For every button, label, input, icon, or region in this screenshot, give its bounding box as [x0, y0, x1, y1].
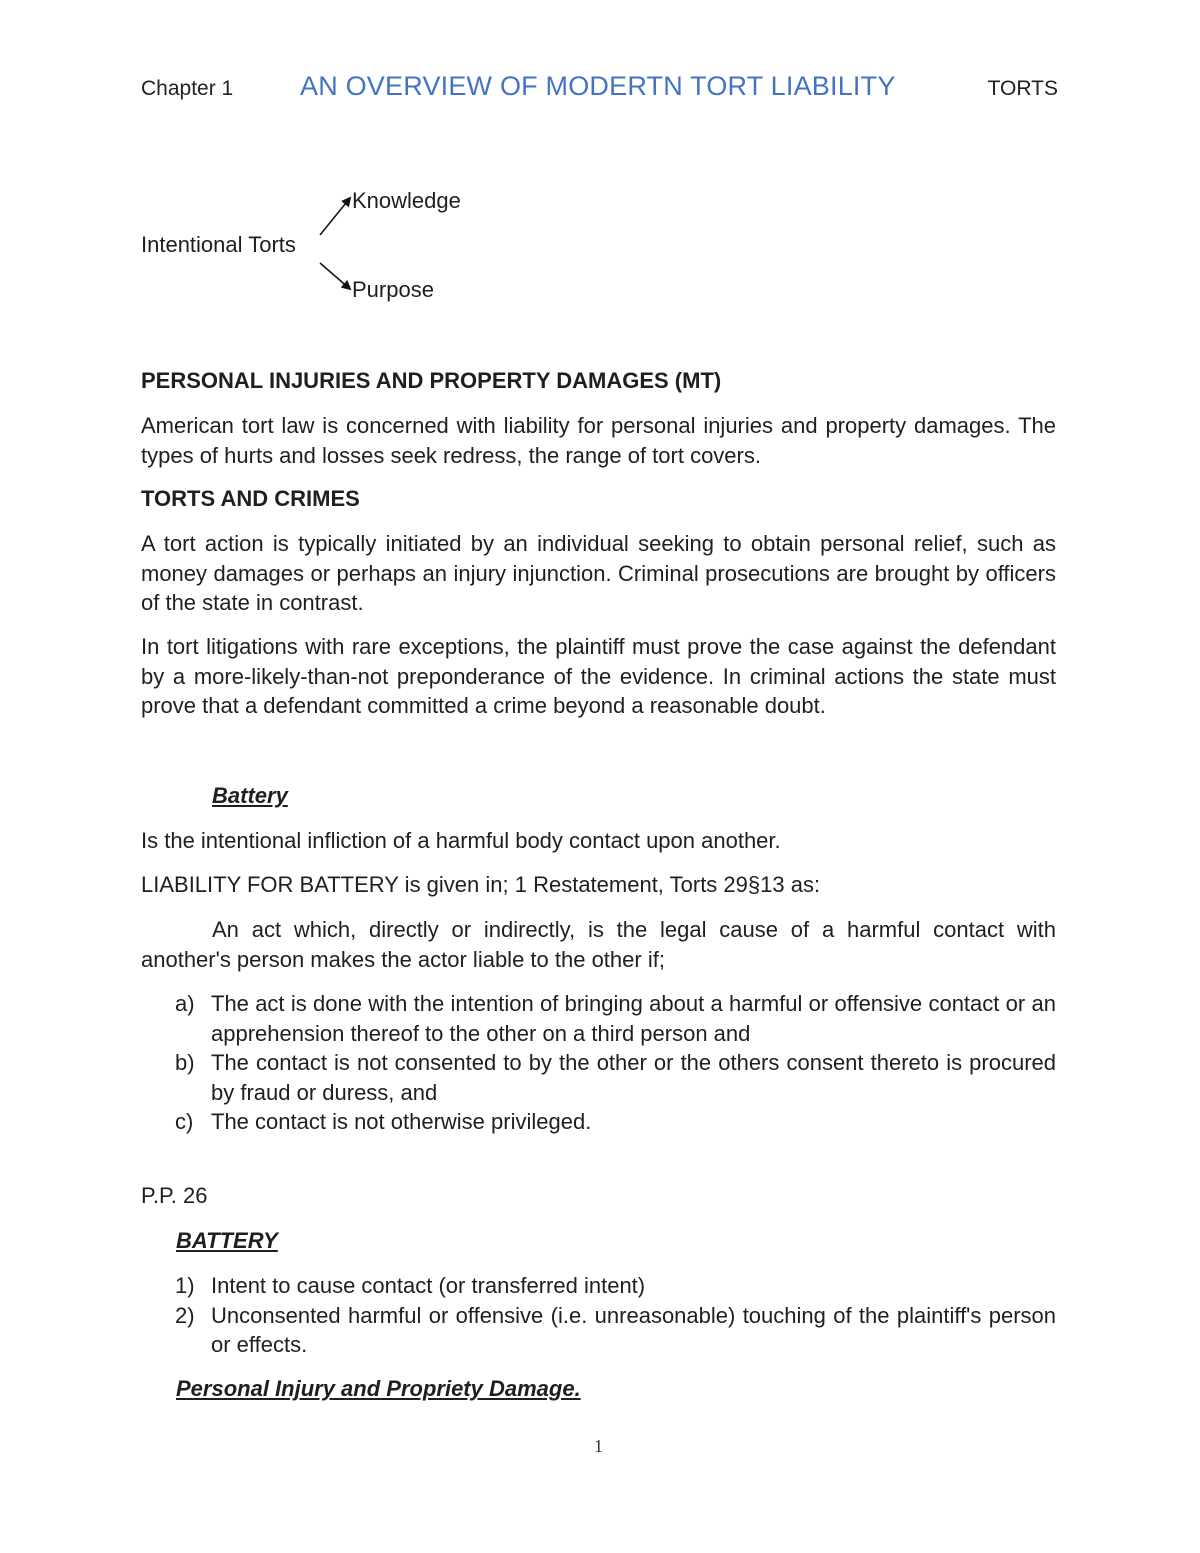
list-marker: a)	[175, 991, 195, 1016]
chapter-label: Chapter 1	[141, 77, 234, 100]
list-item-text: Intent to cause contact (or transferred intent)	[211, 1273, 646, 1298]
diagram-arrows	[300, 180, 380, 310]
list-item-text: The contact is not otherwise privileged.	[211, 1109, 592, 1134]
elements-list	[141, 1271, 1056, 1360]
list-item	[141, 1301, 1056, 1360]
diagram-branch-knowledge: Knowledge	[352, 188, 461, 213]
page-number: 1	[594, 1436, 603, 1456]
heading-personal-injuries: PERSONAL INJURIES AND PROPERTY DAMAGES (MT)	[141, 368, 722, 393]
heading-personal-injury-damage: Personal Injury and Propriety Damage.	[176, 1376, 581, 1401]
arrow-to-knowledge	[320, 198, 350, 235]
list-marker: 2)	[175, 1302, 195, 1328]
heading-battery-elements: BATTERY	[176, 1228, 278, 1253]
liability-line: LIABILITY FOR BATTERY is given in; 1 Restatement, Torts 29§13 as:	[141, 872, 821, 897]
para-personal-injuries: American tort law is concerned with liability for personal injuries and property damages. The types of hurts and losses seek redress, the range of tort covers.	[141, 413, 1056, 468]
list-marker: c)	[175, 1109, 194, 1134]
subject-label: TORTS	[987, 77, 1058, 100]
page-reference: P.P. 26	[141, 1183, 208, 1208]
list-item-text: The contact is not consented to by the other or the others consent thereto is procured by fraud or duress, and	[211, 1050, 1056, 1105]
list-item	[141, 1107, 1056, 1137]
list-item	[141, 1271, 1056, 1301]
battery-definition: Is the intentional infliction of a harmful body contact upon another.	[141, 828, 781, 853]
list-item	[141, 989, 1056, 1048]
list-item-text: Unconsented harmful or offensive (i.e. unreasonable) touching of the plaintiff's person or effects.	[211, 1302, 1056, 1357]
list-marker: b)	[175, 1050, 195, 1075]
list-item-text: The act is done with the intention of bringing about a harmful or offensive contact or an apprehension thereof to the other on a third person and	[211, 991, 1056, 1046]
para-torts-crimes-2: In tort litigations with rare exceptions, the plaintiff must prove the case against the defendant by a more-likely-than-not preponderance of the evidence. In criminal actions the state must prove that a defendant committed a crime beyond a reasonable doubt.	[141, 634, 1056, 718]
conditions-list	[141, 989, 1056, 1137]
chapter-title: AN OVERVIEW OF MODERTN TORT LIABILITY	[300, 71, 896, 101]
arrow-to-purpose	[320, 263, 350, 289]
heading-torts-crimes: TORTS AND CRIMES	[141, 486, 360, 511]
list-item	[141, 1048, 1056, 1107]
list-marker: 1)	[175, 1273, 195, 1298]
para-torts-crimes-1: A tort action is typically initiated by an individual seeking to obtain personal relief, such as money damages or perhaps an injury injunction. Criminal prosecutions are brought by officers of the state in contrast.	[141, 531, 1056, 615]
diagram-branch-purpose: Purpose	[352, 277, 434, 302]
heading-battery: Battery	[212, 783, 288, 808]
diagram-root-label: Intentional Torts	[141, 232, 296, 257]
act-paragraph: An act which, directly or indirectly, is the legal cause of a harmful contact with another's person makes the actor liable to the other if;	[141, 917, 1056, 972]
